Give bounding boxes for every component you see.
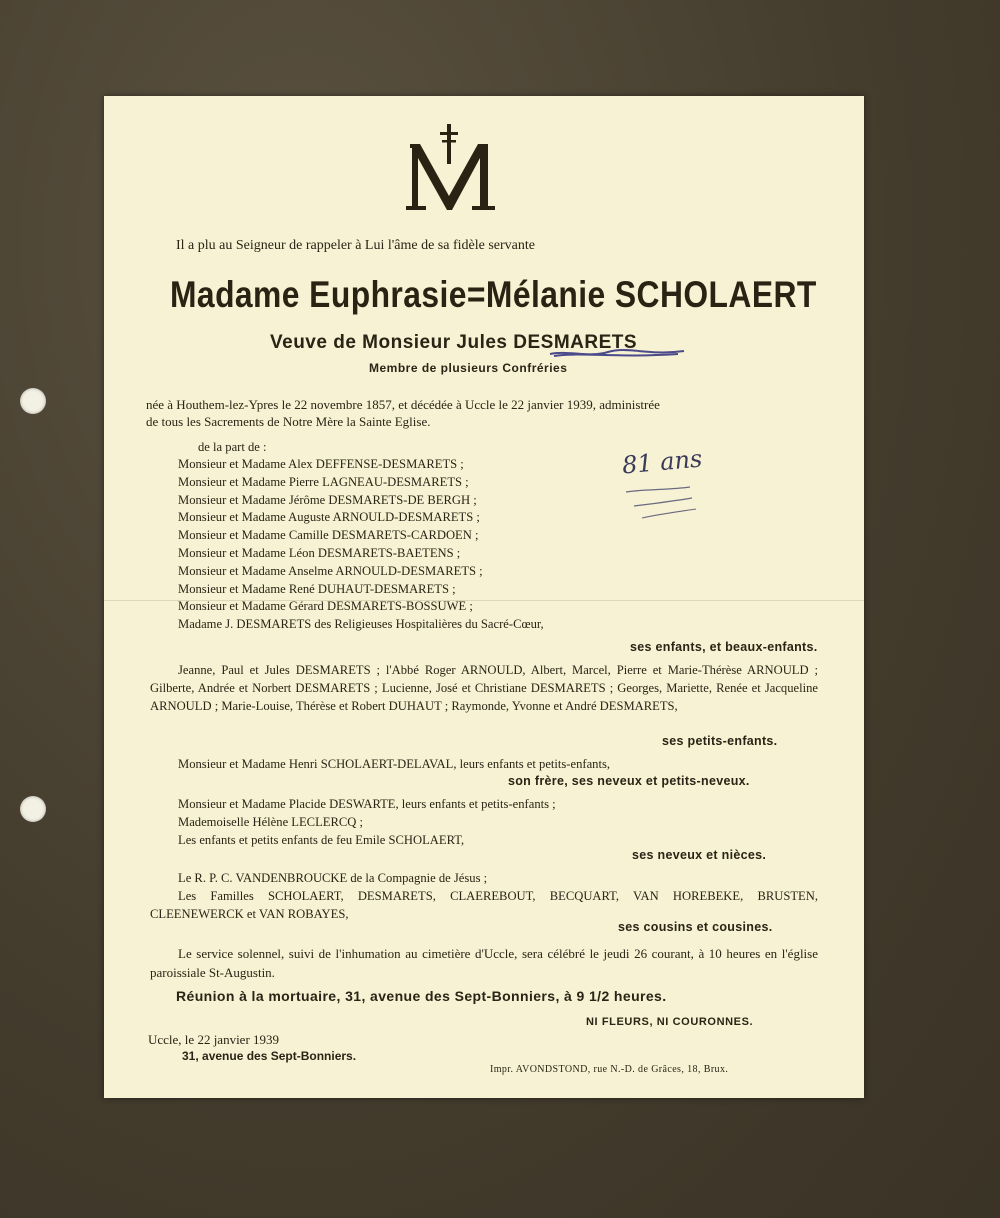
list-item: Monsieur et Madame Auguste ARNOULD-DESMARETS ; xyxy=(178,510,480,525)
mourning-card xyxy=(104,96,864,1098)
brother-relation: son frère, ses neveux et petits-neveux. xyxy=(508,774,750,788)
cousins-relation: ses cousins et cousines. xyxy=(618,920,773,934)
reunion-text: Réunion à la mortuaire, 31, avenue des Sept-Bonniers, à 9 1/2 heures. xyxy=(176,988,667,1004)
list-item: Monsieur et Madame Placide DESWARTE, leurs enfants et petits-enfants ; xyxy=(178,797,556,811)
grandchildren-relation: ses petits-enfants. xyxy=(662,734,778,748)
place-date: Uccle, le 22 janvier 1939 xyxy=(148,1032,280,1047)
membership: Membre de plusieurs Confréries xyxy=(369,361,568,375)
grandchildren-text: Jeanne, Paul et Jules DESMARETS ; l'Abbé Roger ARNOULD, Albert, Marcel, Pierre et Marie-Thérèse ARNOULD ; Gilberte, Andrée et Norbert DESMARETS ; Lucienne, José et Christiane DESMARETS ; Georges, Mariette, Renée et Jacqueline ARNOULD ; Marie-Louise, Thérèse et Robert DUHAUT ; Raymonde, Yvonne et André DESMARETS, xyxy=(150,663,818,713)
intro-text: Il a plu au Seigneur de rappeler à Lui l'âme de sa fidèle servante xyxy=(176,238,535,253)
nephews-relation: ses neveux et nièces. xyxy=(632,848,767,862)
ink-underline-scribble xyxy=(548,346,686,360)
list-item: Monsieur et Madame Gérard DESMARETS-BOSSUWE ; xyxy=(178,599,473,614)
punch-hole-bottom xyxy=(20,796,46,822)
list-item: Monsieur et Madame René DUHAUT-DESMARETS ; xyxy=(178,581,456,596)
handwritten-age: 81 ans xyxy=(620,444,704,480)
from-intro: de la part de : xyxy=(198,440,267,454)
printer-imprint: Impr. AVONDSTOND, rue N.-D. de Grâces, 18, Brux. xyxy=(490,1064,729,1075)
brother-text: Monsieur et Madame Henri SCHOLAERT-DELAVAL, leurs enfants et petits-enfants, xyxy=(178,757,611,771)
list-item: Mademoiselle Hélène LECLERCQ ; xyxy=(178,814,364,829)
widow-of: Veuve de Monsieur Jules DESMARETS xyxy=(270,332,638,353)
marian-monogram-icon xyxy=(400,122,500,214)
children-relation: ses enfants, et beaux-enfants. xyxy=(630,640,818,654)
deceased-name: Madame Euphrasie=Mélanie SCHOLAERT xyxy=(170,274,817,315)
no-flowers-text: NI FLEURS, NI COURONNES. xyxy=(586,1016,754,1028)
list-item: Monsieur et Madame Anselme ARNOULD-DESMARETS ; xyxy=(178,563,483,578)
list-item: Madame J. DESMARETS des Religieuses Hospitalières du Sacré-Cœur, xyxy=(178,617,544,632)
birth-line-2: de tous les Sacrements de Notre Mère la Sainte Eglise. xyxy=(146,414,431,429)
cousins-line-1: Le R. P. C. VANDENBROUCKE de la Compagnie de Jésus ; xyxy=(178,871,488,885)
punch-hole-top xyxy=(20,388,46,414)
list-item: Monsieur et Madame Alex DEFFENSE-DESMARETS ; xyxy=(178,457,464,471)
children-list xyxy=(178,456,544,634)
birth-line-1: née à Houthem-lez-Ypres le 22 novembre 1857, et décédée à Uccle le 22 janvier 1939, administrée xyxy=(146,397,660,412)
handwritten-strokes xyxy=(620,482,700,522)
birth-death-text xyxy=(146,396,660,430)
address: 31, avenue des Sept-Bonniers. xyxy=(182,1049,357,1063)
list-item: Monsieur et Madame Léon DESMARETS-BAETENS ; xyxy=(178,545,461,560)
list-item: Monsieur et Madame Jérôme DESMARETS-DE BERGH ; xyxy=(178,492,477,507)
list-item: Monsieur et Madame Pierre LAGNEAU-DESMARETS ; xyxy=(178,474,469,489)
cousins-families: Les Familles SCHOLAERT, DESMARETS, CLAEREBOUT, BECQUART, VAN HOREBEKE, BRUSTEN, CLEENEWERCK et VAN ROBAYES, xyxy=(150,889,818,921)
list-item: Monsieur et Madame Camille DESMARETS-CARDOEN ; xyxy=(178,528,479,543)
service-text: Le service solennel, suivi de l'inhumation au cimetière d'Uccle, sera célébré le jeudi 26 courant, à 10 heures en l'église paroissiale St-Augustin. xyxy=(150,946,818,980)
nephews-list xyxy=(178,796,556,849)
list-item: Les enfants et petits enfants de feu Emile SCHOLAERT, xyxy=(178,832,465,847)
